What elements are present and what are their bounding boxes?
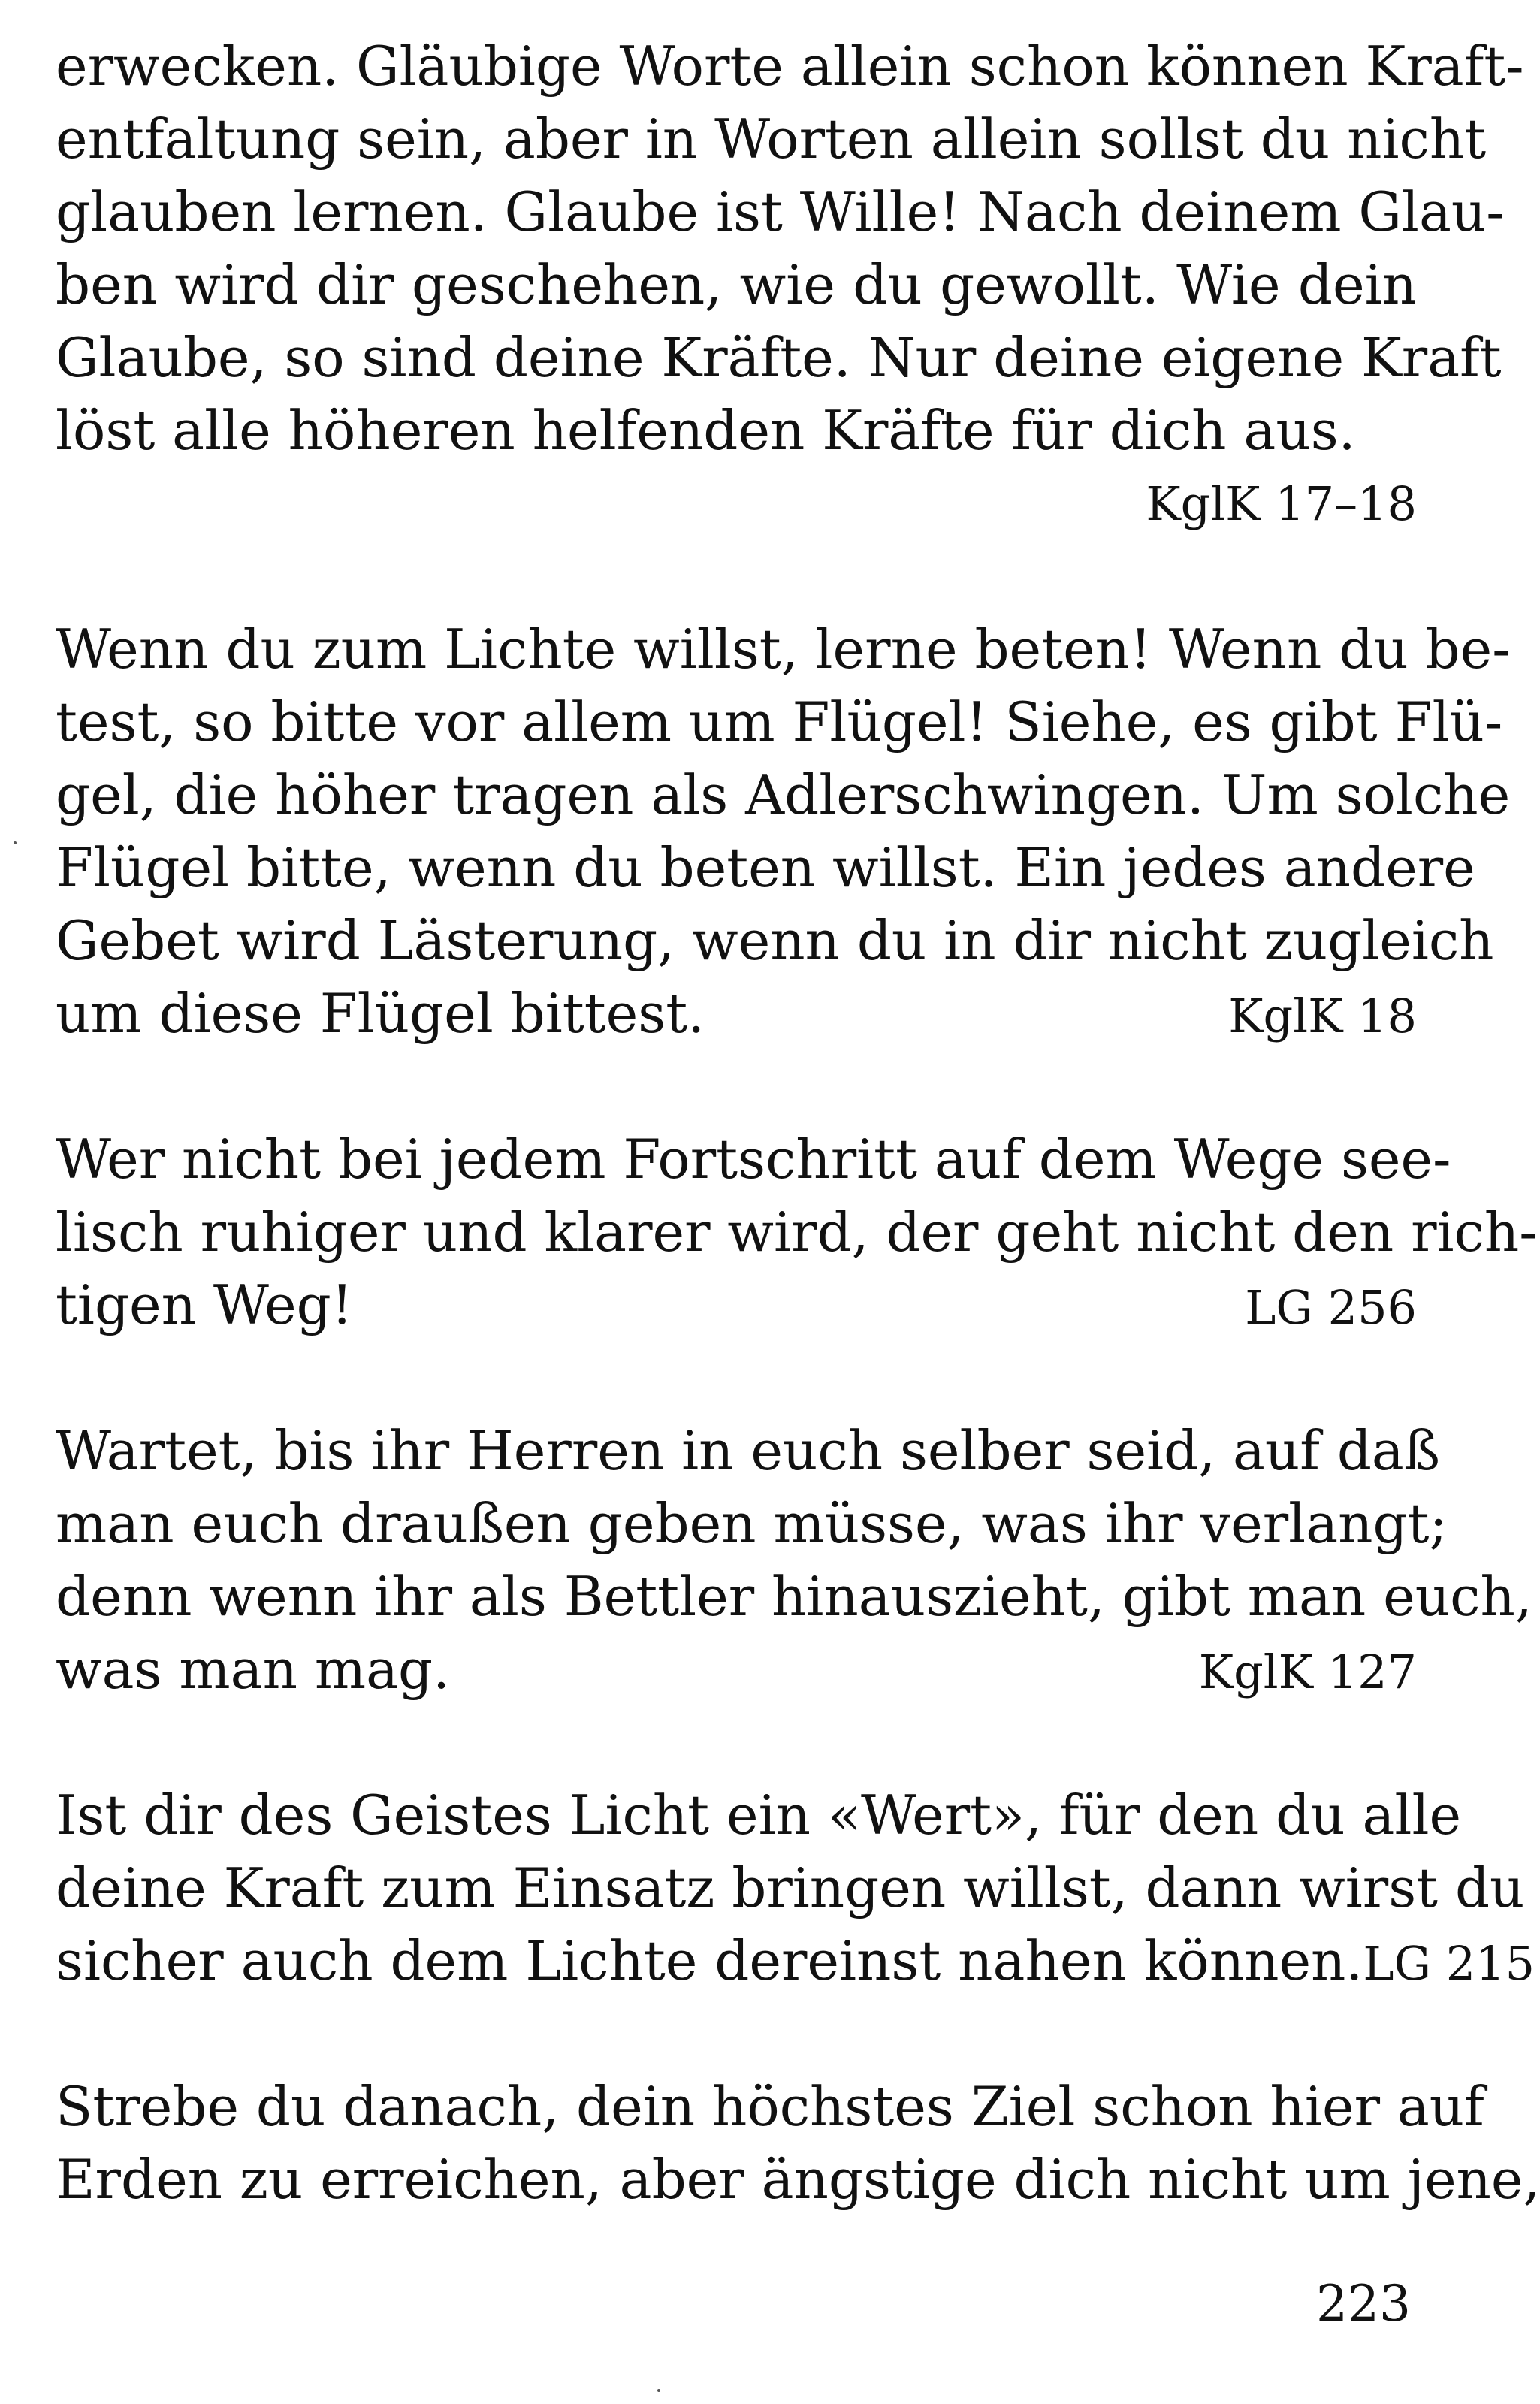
text-line: Flügel bitte, wenn du beten willst. Ein jedes andere: [56, 836, 1475, 899]
scan-speck: [14, 841, 17, 844]
text-line: denn wenn ihr als Bettler hinauszieht, gibt man euch,: [56, 1565, 1532, 1628]
text-line: Strebe du danach, dein höchstes Ziel schon hier auf: [56, 2075, 1484, 2138]
text-line: Wenn du zum Lichte willst, lerne beten! Wenn du be-: [56, 618, 1511, 681]
text-line: erwecken. Gläubige Worte allein schon können Kraft-: [56, 35, 1524, 98]
source-reference: KglK 18: [1228, 989, 1417, 1043]
text-line: gel, die höher tragen als Adlerschwingen. Um solche: [56, 763, 1511, 826]
text-line-content: was man mag.: [56, 1638, 451, 1701]
paragraph-2: [56, 613, 1511, 1050]
paragraph-gap: [56, 540, 1417, 613]
text-line-with-reference: [56, 1633, 1417, 1706]
text-line-with-reference: [56, 1925, 1535, 1998]
source-reference: LG 215: [1363, 1936, 1535, 1991]
text-line: Wer nicht bei jedem Fortschritt auf dem Wege see-: [56, 1128, 1451, 1191]
page-body: [56, 30, 1540, 2216]
paragraph-6: [56, 2070, 1540, 2216]
text-line: entfaltung sein, aber in Worten allein sollst du nicht: [56, 107, 1487, 171]
source-reference: KglK 17–18: [1146, 476, 1417, 531]
scan-speck: [657, 2389, 660, 2392]
text-line: ben wird dir geschehen, wie du gewollt. Wie dein: [56, 253, 1417, 316]
paragraph-gap: [56, 1342, 1417, 1415]
paragraph-5: [56, 1779, 1535, 1998]
text-line-content: sicher auch dem Lichte dereinst nahen können.: [56, 1929, 1363, 1992]
source-reference: KglK 127: [1198, 1644, 1417, 1699]
paragraph-3: [56, 1123, 1538, 1342]
source-reference: LG 256: [1245, 1280, 1417, 1335]
paragraph-1: [56, 30, 1524, 540]
text-line: deine Kraft zum Einsatz bringen willst, dann wirst du: [56, 1856, 1525, 1919]
paragraph-gap: [56, 1050, 1417, 1123]
text-line-with-reference: [56, 1269, 1417, 1342]
paragraph-4: [56, 1415, 1532, 1706]
paragraph-gap: [56, 1706, 1417, 1779]
text-line: löst alle höheren helfenden Kräfte für dich aus.: [56, 399, 1356, 462]
text-line-content: um diese Flügel bittest.: [56, 982, 705, 1045]
text-line: man euch draußen geben müsse, was ihr verlangt;: [56, 1492, 1448, 1555]
text-line: Gebet wird Lästerung, wenn du in dir nicht zugleich: [56, 909, 1494, 972]
text-line: Glaube, so sind deine Kräfte. Nur deine eigene Kraft: [56, 326, 1502, 389]
text-line: glauben lernen. Glaube ist Wille! Nach deinem Glau-: [56, 180, 1505, 243]
page-number: 223: [1316, 2275, 1411, 2333]
text-line: Wartet, bis ihr Herren in euch selber seid, auf daß: [56, 1419, 1440, 1482]
text-line: test, so bitte vor allem um Flügel! Siehe, es gibt Flü-: [56, 690, 1503, 754]
text-line-content: tigen Weg!: [56, 1273, 353, 1336]
text-line: lisch ruhiger und klarer wird, der geht nicht den rich-: [56, 1200, 1538, 1264]
text-line: Ist dir des Geistes Licht ein «Wert», für den du alle: [56, 1783, 1462, 1847]
text-line-with-reference: [56, 977, 1417, 1050]
text-line: Erden zu erreichen, aber ängstige dich nicht um jene,: [56, 2148, 1540, 2211]
paragraph-gap: [56, 1998, 1417, 2070]
